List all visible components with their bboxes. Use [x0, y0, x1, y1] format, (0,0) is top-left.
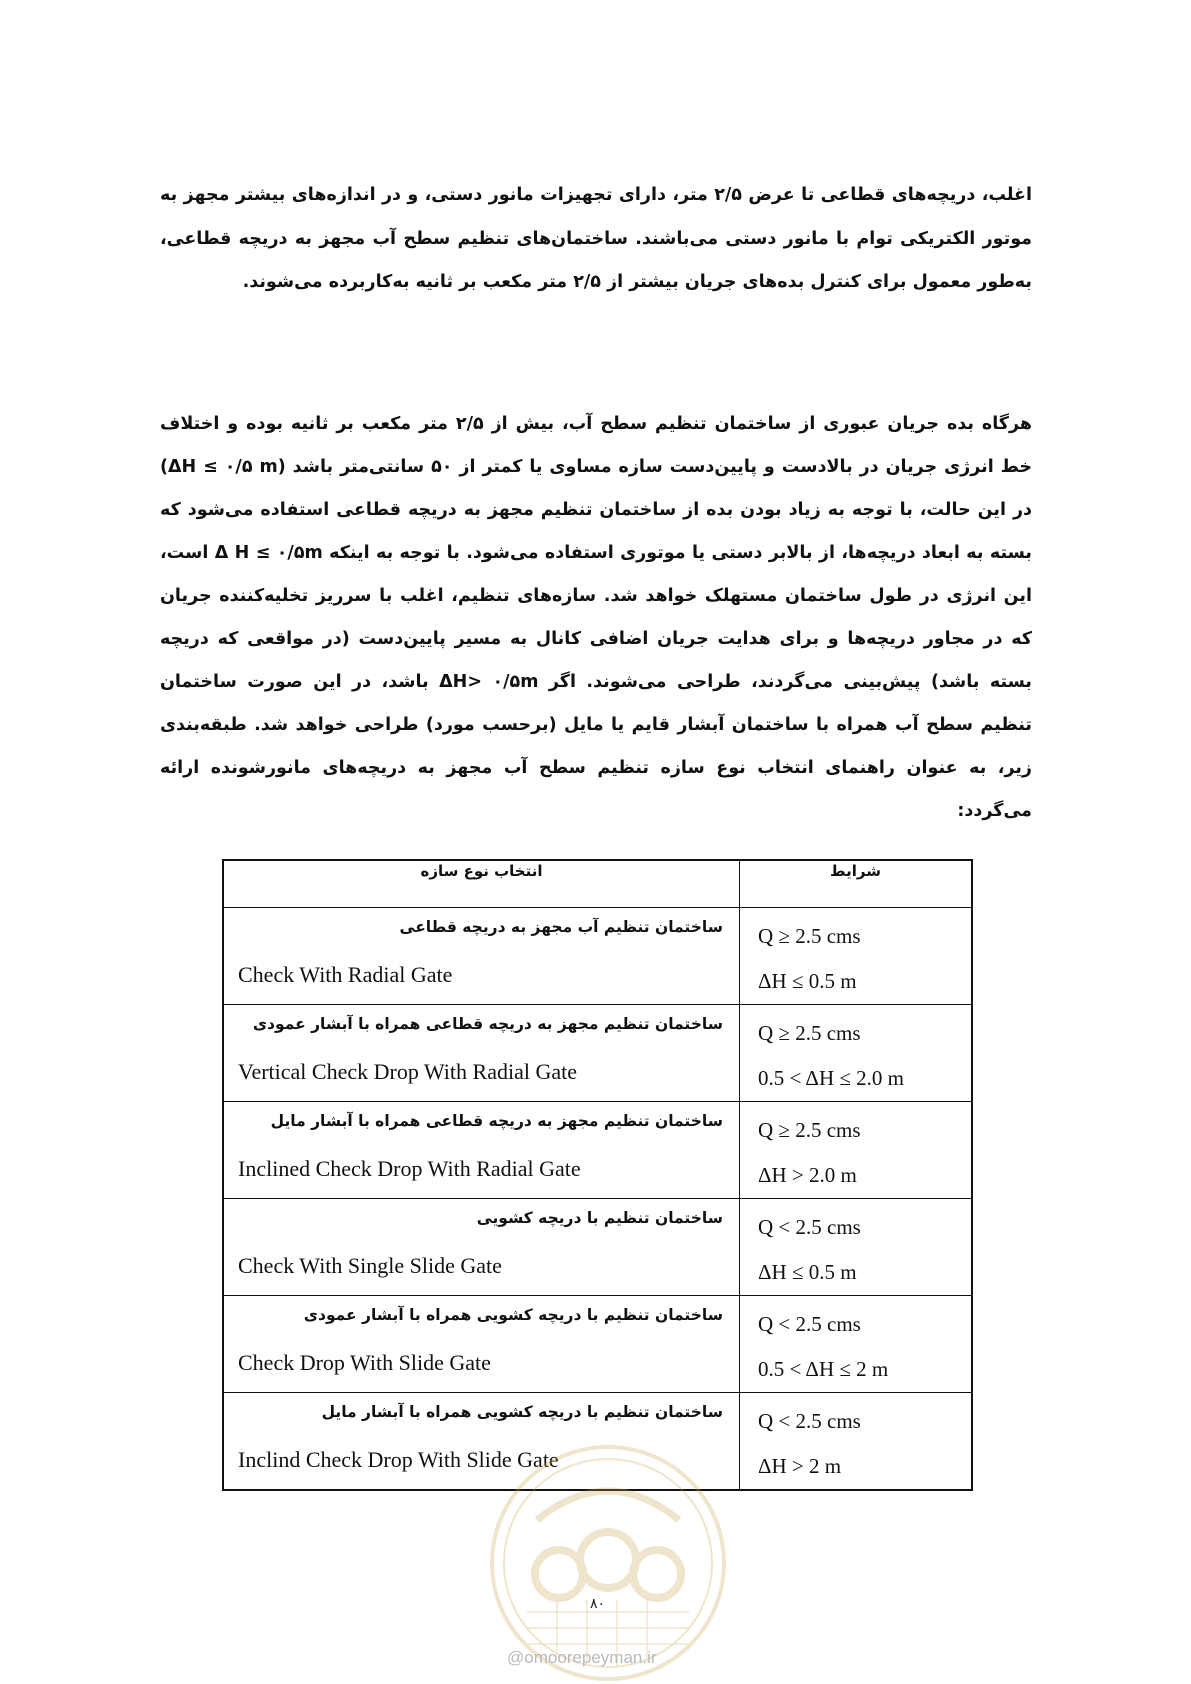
head-difference-condition: 0.5 < ΔH ≤ 2.0 m — [758, 1066, 904, 1090]
structure-name-persian: ساختمان تنظیم مجهز به دریچه قطاعی همراه با آبشار مایل — [270, 1112, 723, 1130]
page-number: ۸۰ — [590, 1596, 606, 1612]
structure-name-english: Inclined Check Drop With Radial Gate — [238, 1156, 581, 1181]
discharge-condition: Q ≥ 2.5 cms — [758, 1118, 861, 1142]
structure-name-english: Vertical Check Drop With Radial Gate — [238, 1059, 577, 1084]
condition-cell — [740, 1005, 973, 1102]
structure-name-english: Check With Single Slide Gate — [238, 1253, 502, 1278]
head-difference-condition: ΔH ≤ 0.5 m — [758, 969, 857, 993]
discharge-condition: Q < 2.5 cms — [758, 1409, 861, 1433]
head-difference-condition: 0.5 < ΔH ≤ 2 m — [758, 1357, 889, 1381]
structure-name-persian: ساختمان تنظیم با دریچه کشویی همراه با آبشار مایل — [321, 1403, 723, 1421]
structure-name-persian: ساختمان تنظیم مجهز به دریچه قطاعی همراه با آبشار عمودی — [252, 1015, 723, 1033]
paragraph-main-part-a: هرگاه بده جریان عبوری از ساختمان تنظیم سطح آب، بیش از ۲/۵ متر مکعب بر ثانیه بوده و اختلاف خط انرژی جریان در بالادست و پایین‌دست سازه مساوی یا کمتر از ۵۰ سانتی‌متر باشد ( — [160, 414, 1032, 477]
table-header-row — [223, 860, 972, 908]
head-difference-condition: ΔH > 2.0 m — [758, 1163, 857, 1187]
condition-cell — [740, 1393, 973, 1491]
table-row — [223, 1102, 972, 1199]
site-watermark-text: @omoorepeyman.ir — [507, 1648, 657, 1667]
discharge-condition: Q < 2.5 cms — [758, 1215, 861, 1239]
formula-dh-le: ΔH ≤ ۰/۵ m — [168, 457, 278, 477]
discharge-condition: Q ≥ 2.5 cms — [758, 924, 861, 948]
structure-name-english: Check With Radial Gate — [238, 962, 453, 987]
condition-cell — [740, 1199, 973, 1296]
structure-cell — [223, 1199, 740, 1296]
table-row — [223, 1199, 972, 1296]
structure-cell — [223, 1296, 740, 1393]
formula-dh-le-2: Δ H ≤ ۰/۵m — [214, 543, 323, 563]
structure-name-persian: ساختمان تنظیم با دریچه کشویی — [476, 1209, 723, 1227]
paragraph-intro: اغلب، دریچه‌های قطاعی تا عرض ۲/۵ متر، دارای تجهیزات مانور دستی، و در اندازه‌های بیشتر مجهز به موتور الکتریکی توام با مانور دستی می‌باشند. ساختمان‌های تنظیم سطح آب مجهز به دریچه قطاعی، به‌طور معمول برای کنترل بده‌های جریان بیشتر از ۲/۵ متر مکعب بر ثانیه به‌کاربرده می‌شوند. — [160, 185, 1033, 292]
structure-cell — [223, 908, 740, 1005]
structure-name-english: Inclind Check Drop With Slide Gate — [238, 1447, 559, 1472]
structure-name-persian: ساختمان تنظیم آب مجهز به دریچه قطاعی — [399, 918, 723, 936]
structure-cell — [223, 1102, 740, 1199]
table-row — [223, 908, 972, 1005]
paragraph-main-part-b: ) در این حالت، با توجه به زیاد بودن بده از ساختمان تنظیم مجهز به دریچه قطاعی استفاده می‌شود که بسته به ابعاد دریچه‌ها، از بالابر دستی یا موتوری استفاده می‌شود. با توجه به اینکه — [160, 457, 1032, 563]
paragraph-main-part-c: است، این انرژی در طول ساختمان مستهلک خواهد شد. سازه‌های تنظیم، اغلب با سرریز تخلیه‌کننده جریان که در مجاور دریچه‌ها و برای هدایت جریان اضافی کانال به مسیر پایین‌دست (در مواقعی که دریچه بسته باشد) پیش‌بینی می‌گردند، طراحی می‌شوند. اگر — [160, 543, 1033, 692]
structure-selection-table — [222, 859, 973, 1491]
header-conditions: شرایط — [740, 860, 973, 908]
structure-cell — [223, 1005, 740, 1102]
structure-name-persian: ساختمان تنظیم با دریچه کشویی همراه با آبشار عمودی — [303, 1306, 723, 1324]
discharge-condition: Q ≥ 2.5 cms — [758, 1021, 861, 1045]
table-row — [223, 1005, 972, 1102]
table-row — [223, 1296, 972, 1393]
condition-cell — [740, 908, 973, 1005]
condition-cell — [740, 1296, 973, 1393]
head-difference-condition: ΔH > 2 m — [758, 1454, 842, 1478]
discharge-condition: Q < 2.5 cms — [758, 1312, 861, 1336]
condition-cell — [740, 1102, 973, 1199]
header-structure: انتخاب نوع سازه — [223, 860, 740, 908]
structure-name-english: Check Drop With Slide Gate — [238, 1350, 491, 1375]
formula-dh-gt: ΔH> ۰/۵m — [439, 672, 539, 692]
head-difference-condition: ΔH ≤ 0.5 m — [758, 1260, 857, 1284]
paragraph-main — [160, 403, 1032, 833]
paragraph-main-part-d: باشد، در این صورت ساختمان تنظیم سطح آب همراه با ساختمان آبشار قایم یا مایل (برحسب مورد) طراحی خواهد شد. طبقه‌بندی زیر، به عنوان راهنمای انتخاب نوع سازه تنظیم سطح آب مجهز به دریچه‌های مانورشونده ارائه می‌گردد: — [160, 672, 1032, 821]
